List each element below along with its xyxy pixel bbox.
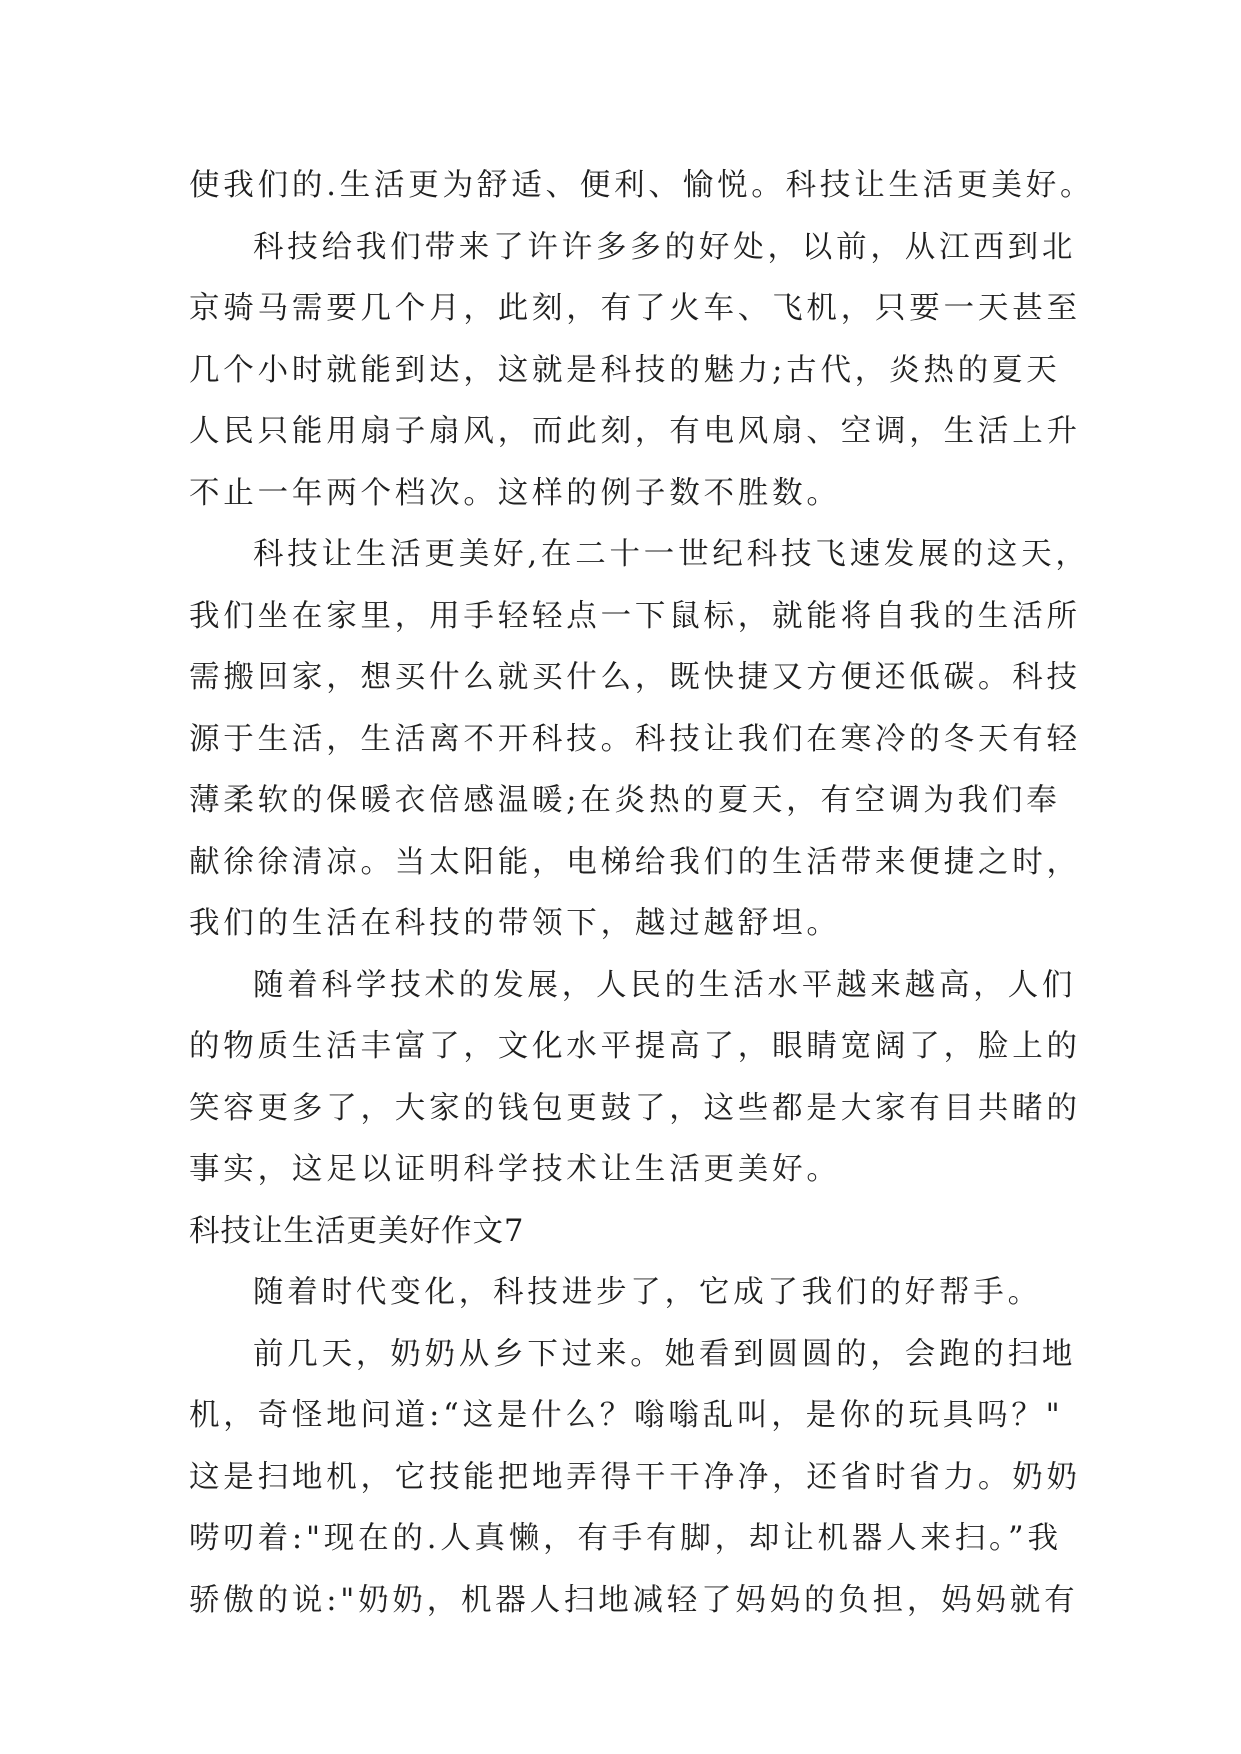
text-line: 科技给我们带来了许许多多的好处，以前，从江西到北 <box>253 229 1077 265</box>
paragraph <box>189 155 1095 217</box>
text-line: 骄傲的说:"奶奶，机器人扫地减轻了妈妈的负担，妈妈就有 <box>189 1582 1079 1618</box>
paragraph <box>189 524 1090 955</box>
document-body <box>189 155 1095 1631</box>
text-line: 献徐徐清凉。当太阳能，电梯给我们的生活带来便捷之时， <box>189 844 1081 880</box>
text-line: 京骑马需要几个月，此刻，有了火车、飞机，只要一天甚至 <box>189 291 1081 326</box>
text-line: 机，奇怪地问道:“这是什么？嗡嗡乱叫，是你的玩具吗？" <box>189 1398 1064 1433</box>
text-line: 前几天，奶奶从乡下过来。她看到圆圆的，会跑的扫地 <box>253 1336 1077 1372</box>
text-line: 唠叨着:"现在的.人真懒，有手有脚，却让机器人来扫。”我 <box>189 1521 1062 1556</box>
text-line: 使我们的.生活更为舒适、便利、愉悦。科技让生活更美好。 <box>189 168 1095 203</box>
text-line: 我们坐在家里，用手轻轻点一下鼠标，就能将自我的生活所 <box>189 598 1081 634</box>
text-line: 事实，这足以证明科学技术让生活更美好。 <box>189 1152 841 1187</box>
text-line: 笑容更多了，大家的钱包更鼓了，这些都是大家有目共睹的 <box>189 1090 1081 1126</box>
text-line: 随着科学技术的发展，人民的生活水平越来越高，人们 <box>253 967 1077 1003</box>
text-line: 这是扫地机，它技能把地弄得干干净净，还省时省力。奶奶 <box>189 1459 1081 1495</box>
paragraph <box>189 1324 1081 1632</box>
paragraph <box>189 1262 1065 1324</box>
text-line: 不止一年两个档次。这样的例子数不胜数。 <box>189 475 841 511</box>
text-line: 源于生活，生活离不开科技。科技让我们在寒冷的冬天有轻 <box>189 721 1081 757</box>
text-line: 科技让生活更美好,在二十一世纪科技飞速发展的这天， <box>253 537 1090 572</box>
text-line: 的物质生活丰富了，文化水平提高了，眼睛宽阔了，脸上的 <box>189 1029 1081 1064</box>
text-line: 需搬回家，想买什么就买什么，既快捷又方便还低碳。科技 <box>189 660 1081 695</box>
text-line: 随着时代变化，科技进步了，它成了我们的好帮手。 <box>253 1275 1042 1310</box>
text-line: 薄柔软的保暖衣倍感温暖;在炎热的夏天，有空调为我们奉 <box>189 783 1061 818</box>
text-line: 人民只能用扇子扇风，而此刻，有电风扇、空调，生活上升 <box>189 414 1081 449</box>
paragraph <box>189 217 1081 525</box>
paragraph <box>189 955 1081 1201</box>
text-line: 我们的生活在科技的带领下，越过越舒坦。 <box>189 906 841 941</box>
text-line: 几个小时就能到达，这就是科技的魅力;古代，炎热的夏天 <box>189 352 1061 388</box>
section-heading: 科技让生活更美好作文7 <box>189 1213 525 1249</box>
